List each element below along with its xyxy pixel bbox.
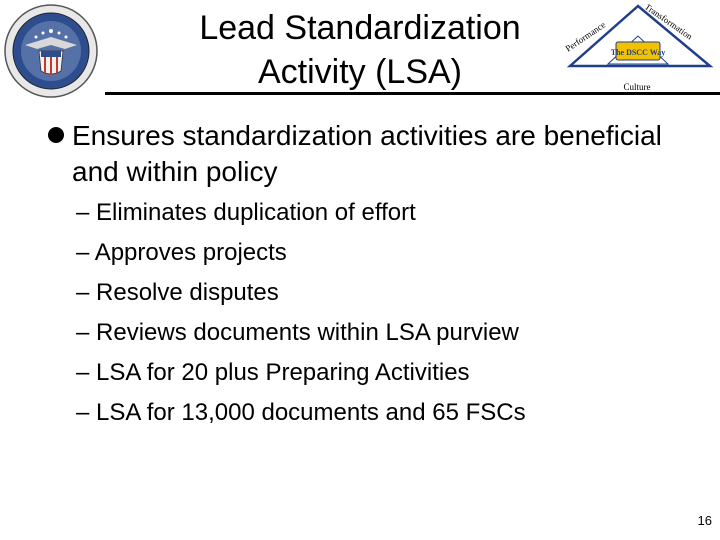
sub-bullet-item: – Resolve disputes xyxy=(76,279,279,306)
dla-seal-icon xyxy=(3,3,99,99)
sub-bullet-item: – LSA for 13,000 documents and 65 FSCs xyxy=(76,399,526,426)
page-title xyxy=(150,6,570,94)
bullet-dot-icon xyxy=(48,127,64,143)
main-bullet-text: Ensures standardization activities are beneficial and within policy xyxy=(72,120,662,187)
sub-bullet-item: – LSA for 20 plus Preparing Activities xyxy=(76,359,470,386)
main-bullet xyxy=(48,118,668,190)
title-underline xyxy=(105,92,720,95)
title-line-2: Activity (LSA) xyxy=(257,53,463,91)
page-number: 16 xyxy=(697,513,712,528)
sub-bullet-item: – Reviews documents within LSA purview xyxy=(76,319,519,346)
emblem-center-text: The DSCC Way xyxy=(610,48,666,57)
sub-bullet-item: – Approves projects xyxy=(76,239,287,266)
dscc-way-emblem-icon xyxy=(560,4,720,86)
sub-bullet-list xyxy=(76,198,526,438)
emblem-performance-text: Performance xyxy=(563,19,608,54)
emblem-culture-label: Culture xyxy=(623,82,651,92)
title-line-1: Lead Standardization xyxy=(199,9,521,47)
sub-bullet-item: – Eliminates duplication of effort xyxy=(76,199,416,226)
emblem-transformation-text: Transformation xyxy=(642,4,695,42)
